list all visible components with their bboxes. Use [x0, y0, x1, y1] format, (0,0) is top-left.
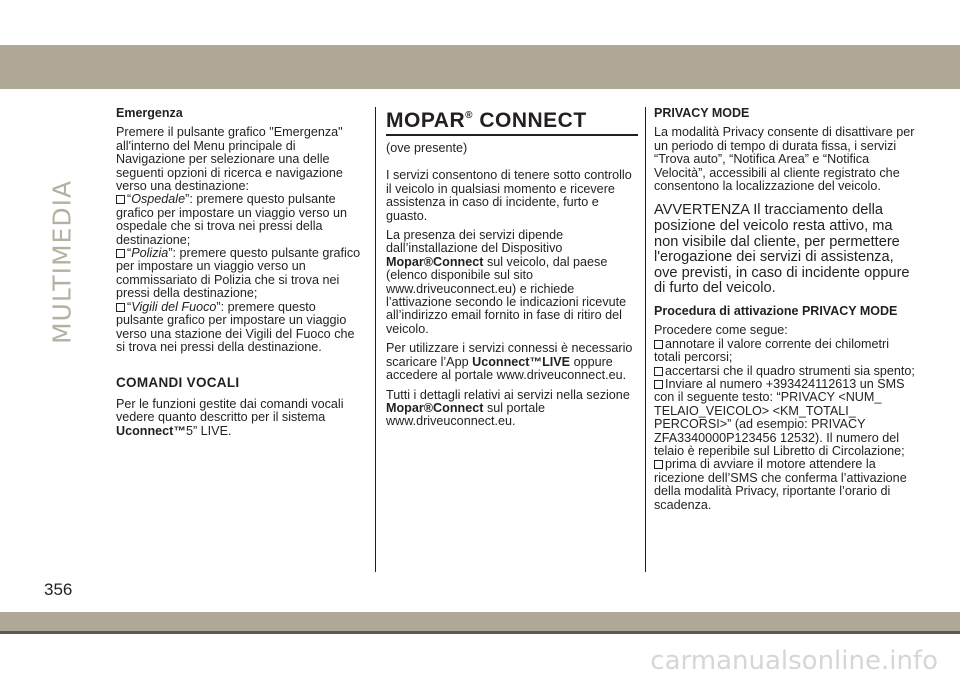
column-divider-1: [375, 107, 376, 572]
mopar-connect-title: MOPAR® CONNECT: [386, 109, 587, 132]
checkbox-bullet-icon: [654, 367, 663, 376]
procedure-step: Inviare al numero +393424112613 un SMS con il seguente testo: “PRIVACY <NUM_ TELAIO_VEICOLO> <KM_TOTALI_ PERCORSI>” (ad esempio: PRIVACY ZFA3340000P123456 12532). Il numero del telaio è reperibile sul Libretto di Circolazione;: [654, 377, 905, 459]
availability-note: (ove presente): [386, 141, 468, 155]
emergenza-heading: Emergenza: [116, 106, 183, 120]
bullet-ospedale: “Ospedale”: premere questo pulsante grafico per impostare un viaggio verso un ospedale che si trova nei pressi della destinazione;: [116, 192, 348, 247]
checkbox-bullet-icon: [654, 460, 663, 469]
emergenza-intro: Premere il pulsante grafico "Emergenza" all'interno del Menu principale di Navigazione per selezionare una delle seguenti opzioni di ricerca e navigazione verso una destinazione:: [116, 125, 343, 194]
procedure-step: annotare il valore corrente dei chilometri totali percorsi;: [654, 336, 890, 365]
privacy-mode-text: La modalità Privacy consente di disattivare per un periodo di tempo di durata fissa, i servizi “Trova auto”, “Notifica Area” e “Notifica Velocità”, accessibili al cliente registrato che consentono la localizzazione del veicolo.: [654, 125, 915, 194]
checkbox-bullet-icon: [654, 380, 663, 389]
section-tab-label: MULTIMEDIA: [47, 179, 77, 345]
column-1: [116, 107, 366, 444]
procedure-step: prima di avviare il motore attendere la ricezione dell’SMS che conferma l’attivazione della modalità Privacy, riportante l’orario di scadenza.: [654, 457, 907, 512]
column-3: [654, 107, 916, 512]
bullet-vigili: “Vigili del Fuoco”: premere questo pulsante grafico per impostare un viaggio verso una stazione dei Vigili del Fuoco che si trova nei pressi della destinazione.: [116, 299, 355, 354]
footer-band: [0, 612, 960, 632]
checkbox-bullet-icon: [654, 340, 663, 349]
warning-text: AVVERTENZA Il tracciamento della posizione del veicolo resta attivo, ma non visibile dal cliente, per permettere l'erogazione dei servizi di assistenza, ove previsti, in caso di incidente oppure di furto del veicolo.: [654, 202, 910, 297]
watermark: carmanualsonline.info: [650, 646, 938, 676]
footer-rule: [0, 631, 960, 634]
intro-paragraph: I servizi consentono di tenere sotto controllo il veicolo in qualsiasi momento e ricevere assistenza in caso di incidente, furto e guasto.: [386, 168, 632, 223]
details-paragraph: Tutti i dettagli relativi ai servizi nella sezione Mopar®Connect sul portale www.driveuconnect.eu.: [386, 387, 630, 429]
checkbox-bullet-icon: [116, 195, 125, 204]
privacy-mode-heading: PRIVACY MODE: [654, 106, 750, 120]
comandi-vocali-heading: COMANDI VOCALI: [116, 375, 240, 391]
app-paragraph: Per utilizzare i servizi connessi è necessario scaricare l’App Uconnect™LIVE oppure accedere al portale www.driveuconnect.eu.: [386, 341, 633, 383]
comandi-vocali-text: Per le funzioni gestite dai comandi vocali vedere quanto descritto per il sistema Uconnect™5” LIVE.: [116, 396, 344, 438]
column-divider-2: [645, 107, 646, 572]
title-underline: [386, 134, 638, 136]
bullet-polizia: “Polizia”: premere questo pulsante grafico per impostare un viaggio verso un commissariato di Polizia che si trova nei pressi della destinazione;: [116, 246, 361, 301]
checkbox-bullet-icon: [116, 249, 125, 258]
page-number: 356: [44, 580, 73, 599]
header-band: [0, 45, 960, 89]
device-paragraph: La presenza dei servizi dipende dall’installazione del Dispositivo Mopar®Connect sul veicolo, dal paese (elenco disponibile sul sito www.driveuconnect.eu) e richiede l’attivazione secondo le indicazioni ricevute all’indirizzo email fornito in fase di ritiro del veicolo.: [386, 228, 627, 336]
checkbox-bullet-icon: [116, 303, 125, 312]
procedure-step: accertarsi che il quadro strumenti sia spento;: [654, 365, 916, 378]
procedure-intro: Procedere come segue:: [654, 323, 788, 338]
column-2: [386, 107, 638, 435]
procedure-heading: Procedura di attivazione PRIVACY MODE: [654, 304, 898, 318]
